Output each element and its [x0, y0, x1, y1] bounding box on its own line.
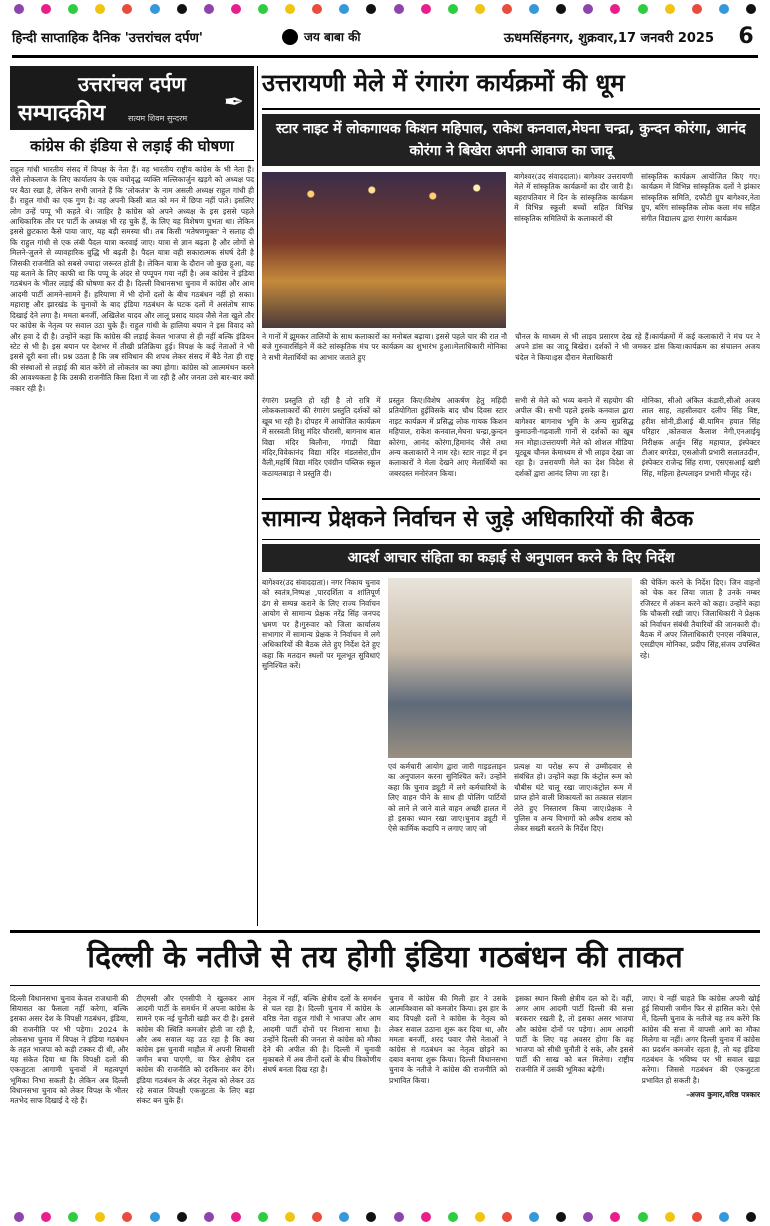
decorative-dot — [719, 1212, 729, 1222]
decorative-dot — [312, 4, 322, 14]
story2-headline: सामान्य प्रेक्षकने निर्वाचन से जुड़े अधिकारियों की बैठक — [262, 498, 760, 540]
decorative-dot — [638, 1212, 648, 1222]
decorative-dot — [41, 4, 51, 14]
column-divider — [257, 66, 258, 926]
decorative-dot — [610, 4, 620, 14]
decorative-dot — [231, 1212, 241, 1222]
decorative-dot — [556, 4, 566, 14]
story3-col2: टीएमसी और एनसीपी ने खुलकर आम आदमी पार्टी के समर्थन में अपना कांग्रेस के सामने एक नई चुनौती खड़ी कर दी है। इससे कांग्रेस की स्थिति कमजोर होती जा रही है, और अब सवाल यह उठ रहा है कि क्या कांग्रेस इस चुनावी माहौल में अपनी सियासी जमीन बचा पाएगी, या फिर क्षेत्रीय दल कांग्रेस की राजनीति को दरकिनार कर देंगे। इंडिया गठबंधन के अंदर नेतृत्व को लेकर उठ रहे सवाल विपक्षी एकजुटता के लिए बड़ा संकट बन चुके हैं। — [136, 994, 255, 1106]
decorative-dot — [41, 1212, 51, 1222]
decorative-dot — [312, 1212, 322, 1222]
decorative-dot — [529, 1212, 539, 1222]
story2-col3: प्रत्यक्ष या परोक्ष रूप से उम्मीदवार से संबंधित हो। उन्होंने कहा कि कंट्रोल रूम को चौबीस घंटे चालू रखा जाए।कंट्रोल रूम में प्राप्त होने वाली शिकायतों का तत्काल संज्ञान लेते हुए निस्तारण किया जाए।प्रेक्षक ने पुलिस व अन्य विभागों को अवैध शराब को लेकर सख्ती बरतने के निर्देश दिए। — [514, 762, 632, 834]
story1-col2: सांस्कृतिक कार्यक्रम आयोजित किए गए।कार्यक्रम में विभिन्न सांस्कृतिक दलों ने झंकार सांस्कृतिक समिति, दफौटी ग्रुप बागेश्वर,नेता ग्रुप, बरिंग सांस्कृतिक लोक कला मंच सहित संगीत विद्यालय द्वारा रंगारंग कार्यक्रम — [641, 172, 760, 223]
masthead-slogan-text: जय बाबा की — [304, 30, 361, 44]
editorial-motto: सत्यम शिवम सुन्दरम — [128, 114, 188, 123]
decorative-dot — [14, 1212, 24, 1222]
stage-performance-photo — [262, 172, 506, 328]
decorative-dot — [68, 4, 78, 14]
editorial-body: राहुल गांधी भारतीय संसद में विपक्ष के नेता हैं। वह भारतीय राष्ट्रीय कांग्रेस के भी नेता हैं। जैसे लोकलाज के लिए कार्यालय के एक वयोवृद्ध व्यक्ति मल्लिकार्जुन खड़गे को अध्यक्ष पद पर बैठा रखा है, लेकिन सभी जानते हैं कि ‘लोकतंत्र’ के नाम असली अध्यक्ष राहुल गांधी ही हैं। राहुल गांधी का एक गुण है। वह अपनी किसी बात को मन में छिपा नहीं पाते। इसलिए लोग उन्हें पप्पू भी कहते थे। जाहिर है कांग्रेस को अपने अध्यक्ष के इस इससे पहले आधिकारिक तौर पर पार्टी के अध्यक्ष भी रह चुके हैं, के लिए यह विशेषण चुभता था। लेकिन इससे छुटकारा कैसे पाया जाए, यह बड़ी समस्या थी। तब किसी 'मतेषणमुक्त' ने सलाह दी कि राहुल गांधी से एक लंबी पैदल यात्रा करवाई जाए। यात्रा से ज्ञान बढ़ता है और लोगों से मिलने-जुलने से व्यावहारिक बुद्धि भी बढ़ती है। पैदल यात्रा वही सकारात्मक संघर्ष देती है जिसकी राजनीति को सबसे ज्यादा जरूरत होती है। लेकिन यात्रा के दौरान जो कुछ हुआ, वह यह बताने के लिए काफी था कि पप्पू के अंदर से पप्पूपन गया नहीं है। अब कांग्रेस ने इंडिया गठबंधन के भीतर लड़ाई की घोषणा कर दी है। दिल्ली विधानसभा चुनाव में कांग्रेस और आम आदमी पार्टी आमने-सामने हैं। हरियाणा में भी दोनों दलों के बीच गठबंधन नहीं हो सका। महाराष्ट्र और झारखंड के चुनावों के बाद इंडिया गठबंधन के घटक दलों में असंतोष साफ दिखाई देने लगा है। ममता बनर्जी, अखिलेश यादव और लालू प्रसाद यादव जैसे नेता खुले तौर पर कांग्रेस के नेतृत्व पर सवाल उठा चुके हैं। राहुल गांधी के हालिया बयान ने इस विवाद को और हवा दे दी है। उन्होंने कहा कि कांग्रेस की लड़ाई केवल भाजपा से ही नहीं बल्कि इंडियन स्टेट से भी है। इस बयान पर देशभर में तीखी प्रतिक्रिया हुई। विपक्ष के कई नेताओं ने भी इससे दूरी बना ली। प्रश्न उठता है कि जब संविधान की शपथ लेकर संसद में बैठे नेता ही राष्ट्र की संस्थाओं से लड़ाई की बात करेंगे तो लोकतंत्र का क्या होगा। कांग्रेस को आत्ममंथन करने की आवश्यकता है कि उसकी राजनीति किस दिशा में जा रही है और जनता उसे बार-बार क्यों नकार रही है। — [10, 165, 254, 393]
decorative-dot — [421, 1212, 431, 1222]
decorative-dot — [394, 1212, 404, 1222]
decorative-dot — [339, 4, 349, 14]
decorative-dot — [258, 4, 268, 14]
editorial-paper-title: उत्तरांचल दर्पण — [78, 72, 186, 96]
decorative-dot-strip-top — [0, 2, 770, 16]
story1-col4b: मोनिका, सीओ अंकित कंडारी,सीओ अजय लाल साह, तहसीलदार दलीप सिंह बिष्ट, हरीश सोनी,डीआई बी.यामिन हयात सिंह परिहार ,कोतवाल कैलाश नेगी,एनआईयू निरीक्षक अर्जुन सिंह महायात, इंस्पेक्टर टीआर बगरेडा, एसओजी प्रभारी सलातउदीन, इंस्पेक्टर राजेन्द्र सिंह राणा, एसएसआई खष्टी सिंह, महिला हेल्पलाइन प्रभारी मौजूद रहे। — [641, 396, 760, 478]
story1-col3: ने गानों में झूमकर तालियों के साथ कलाकारों का मनोबल बढ़ाया। इससे पहले चार की रात नौ बजे गुरुवारसिंहने में कंटे सांस्कृतिक मंच पर कार्यक्रम का शुभारंभ हुआ।मेलाधिकारी मोनिका ने सभी मेलार्थियों का आभार जताते हुए — [262, 332, 507, 362]
story2-col2: एवं कर्मचारी आयोग द्वारा जारी गाइडलाइन का अनुपालन करना सुनिश्चित करें। उन्होंने कहा कि चुनाव ड्यूटी में लगे कर्मचारियों के लिए वाहन पीने के साथ ही पोलिंग पार्टियों को लाने ले जाने वाले वाहन अच्छी हालत में हो इसका ध्यान रखा जाए।चुनाव ड्यूटी में ऐसे कार्मिक कदापि न लगाए जाए जो — [388, 762, 506, 834]
decorative-dot — [665, 4, 675, 14]
decorative-dot — [556, 1212, 566, 1222]
editorial-banner — [10, 66, 254, 130]
masthead — [12, 18, 758, 58]
story2-subhead: आदर्श आचार संहिता का कड़ाई से अनुपालन करने के दिए निर्देश — [262, 544, 760, 572]
decorative-dot — [285, 1212, 295, 1222]
quill-pen-icon: ✒ — [223, 88, 244, 116]
decorative-dot — [231, 4, 241, 14]
story2-col1: बागेश्वर(उद संवाददाता)। नगर निकाय चुनाव को स्वतंत्र,निष्पक्ष ,पारदर्शिता व शांतिपूर्ण ढंग से सम्पन्न कराने के लिए राज्य निर्वाचन आयोग से सामान्य प्रेक्षक नरेंद्र सिंह जनपद भ्रमण पर है।गुरुवार को जिला कार्यालय सभागार में सामान्य प्रेक्षक ने निर्वाचन में लगे अधिकारियों की बैठक लेते हुए निर्देश देते हुए कहा कि मतदान स्थलों पर मूलभूत सुविधाएं सुनिश्चित करें। — [262, 578, 380, 671]
decorative-dot — [366, 1212, 376, 1222]
story-delhi-election — [10, 934, 760, 1206]
editorial-title: सम्पादकीय — [18, 100, 106, 126]
story3-col5: इसका स्थान किसी क्षेत्रीय दल को दें। वहीं, अगर आम आदमी पार्टी दिल्ली की सत्ता बरकरार रखती है, तो इसका असर भाजपा और कांग्रेस दोनों पर पड़ेगा। आम आदमी पार्टी के लिए यह अवसर होगा कि वह भाजपा को सीधी चुनौती दे सके, और इससे पार्टी की साख को बल मिलेगा। राष्ट्रीय राजनीति में उसकी भूमिका बढ़ेगी। — [515, 994, 634, 1075]
story1-col4: चौनल के माध्यम से भी लाइव प्रसारण देख रहे हैं।कार्यक्रमों में कई कलाकारों ने मंच पर ने अपने डांस का जादू बिखेरा। दर्शकों ने भी जमकर डांस किया।कार्यक्रम का संचालन अजय चंदेल ने किया।इस दौरान मेलाधिकारी — [515, 332, 760, 362]
decorative-dot-strip-bottom — [0, 1210, 770, 1224]
decorative-dot — [285, 4, 295, 14]
decorative-dot — [177, 1212, 187, 1222]
story-uttarayani-fair — [262, 66, 760, 528]
decorative-dot — [366, 4, 376, 14]
decorative-dot — [610, 1212, 620, 1222]
story2-col4: की चेकिंग करने के निर्देश दिए। जिन वाहनों को चेक कर लिया जाता है उनके नम्बर रजिस्टर में अंकन करने को कहा। उन्होंने कहा कि चौकसी रखी जाए। जिलाधिकारी ने प्रेक्षक को निर्वाचन संबंधी तैयारियों की जानकारी दी। बैठक में अपर जिलाधिकारी एनएस नबियाल, एसडीएम मोनिका, प्रदीप सिंह,संजय उपस्थित रहे। — [640, 578, 760, 660]
decorative-dot — [475, 4, 485, 14]
decorative-dot — [68, 1212, 78, 1222]
story3-col4: चुनाव में कांग्रेस की मिली हार ने उसके आत्मविश्वास को कमजोर किया। इस हार के बाद विपक्षी दलों ने कांग्रेस के नेतृत्व को लेकर सवाल उठाना शुरू कर दिया था, और ममता बनर्जी, शरद पवार जैसे नेताओं ने कांग्रेस से गठबंधन का नेतृत्व छोड़ने का दबाव बनाया शुरू किया। दिल्ली विधानसभा चुनाव के नतीजे ने कांग्रेस की राजनीति को प्रभावित किया। — [388, 994, 508, 1085]
decorative-dot — [204, 4, 214, 14]
decorative-dot — [122, 4, 132, 14]
meeting-hall-photo — [388, 578, 632, 758]
decorative-dot — [692, 1212, 702, 1222]
decorative-dot — [583, 1212, 593, 1222]
decorative-dot — [746, 1212, 756, 1222]
decorative-dot — [502, 4, 512, 14]
decorative-dot — [719, 4, 729, 14]
decorative-dot — [502, 1212, 512, 1222]
decorative-dot — [529, 4, 539, 14]
masthead-dateline: ऊधमसिंहनगर, शुक्रवार,17 जनवरी 2025 — [503, 30, 714, 46]
story3-col3: नेतृत्व में नहीं, बल्कि क्षेत्रीय दलों के समर्थन से चल रहा है। दिल्ली चुनाव में कांग्रेस के वरिष्ठ नेता राहुल गांधी ने भाजपा और आम आदमी पार्टी दोनों पर निशाना साधा है। उन्होंने दिल्ली की जनता से कांग्रेस को मौका देने की अपील की है। दिल्ली में चुनावी मुकाबले में अब तीनों दलों के बीच त्रिकोणीय संघर्ष बनता दिख रहा है। — [262, 994, 381, 1075]
decorative-dot — [14, 4, 24, 14]
decorative-dot — [448, 1212, 458, 1222]
story3-byline: -अजय कुमार,वरिष्ठ पत्रकार — [686, 1089, 760, 1099]
decorative-dot — [448, 4, 458, 14]
decorative-dot — [692, 4, 702, 14]
page-number: 6 — [738, 24, 754, 49]
story1-col1: बागेश्वर(उद संवाददाता)। बागेश्वर उत्तरायणी मेले में सांस्कृतिक कार्यक्रमों का दौर जारी है। बहरापतिवार में दिन के सांस्कृतिक कार्यक्रम में विभिन्न स्कूली बच्चों सहित विभिन्न सांस्कृतिक समितियों के कलाकारों की — [514, 172, 633, 223]
masthead-paper-name: हिन्दी साप्ताहिक दैनिक 'उत्तरांचल दर्पण' — [12, 30, 203, 46]
story3-col6-wrap — [642, 994, 760, 1206]
masthead-slogan — [282, 28, 462, 45]
story1-subhead: स्टार नाइट में लोकगायक किशन महिपाल, राकेश कनवाल,मेघना चन्द्रा, कुन्दन कोरंगा, आनंद कोरंगा ने बिखेरा अपनी आवाज का जादू — [262, 114, 760, 166]
story1-col2b: प्रस्तुत किए।विशेष आकर्षण हेतु महिदी प्रतियोगिता हुईविसके बाद चौथ दिवस स्टार नाइट कार्यक्रम में प्रसिद्ध लोक गायक किशन महिपाल, राकेश कनवाल,मेघना चन्द्रा,कुन्दन कोरंगा, आनंद कोरंगा,हिमानंद जैसे तथा अन्य कलाकारों ने नाम रहे। स्टार नाइट में इन कलाकारों ने मेला देखने आए मेलार्थियों का जबरदस्त मनोरंजन किया। — [388, 396, 507, 478]
decorative-dot — [638, 4, 648, 14]
decorative-dot — [421, 4, 431, 14]
story3-col1: दिल्ली विधानसभा चुनाव केवल राजधानी की सियासत का फैसला नहीं करेगा, बल्कि इसका असर देश के विपक्षी गठबंधन, इंडिया, की राजनीति पर भी पड़ेगा। 2024 के लोकसभा चुनाव में विपक्ष ने इंडिया गठबंधन के तहत भाजपा को कड़ी टक्कर दी थी, और यह संकेत दिया था कि विपक्षी दलों की एकजुटता आगामी चुनावों में महत्वपूर्ण भूमिका निभा सकती है। लेकिन अब दिल्ली विधानसभा चुनाव को लेकर विपक्ष के भीतर मतभेद साफ दिखाई दे रहे हैं। — [10, 994, 129, 1106]
decorative-dot — [746, 4, 756, 14]
decorative-dot — [339, 1212, 349, 1222]
decorative-dot — [258, 1212, 268, 1222]
decorative-dot — [95, 1212, 105, 1222]
decorative-dot — [583, 4, 593, 14]
decorative-dot — [150, 4, 160, 14]
decorative-dot — [95, 4, 105, 14]
om-logo-icon — [282, 29, 298, 45]
section-divider — [10, 930, 760, 933]
editorial-column — [10, 66, 254, 926]
story-observer-meeting — [262, 498, 760, 922]
decorative-dot — [204, 1212, 214, 1222]
decorative-dot — [150, 1212, 160, 1222]
decorative-dot — [394, 4, 404, 14]
decorative-dot — [475, 1212, 485, 1222]
story1-col3b: सभी से मेले को भव्य बनाने में सहयोग की अपील की। सभी पहले इसके कनवाल द्वारा बागेश्वर बागनाथ भूमि के अन्य सुप्रसिद्ध कुमाउनी-गढ़वाली गानों से दर्शकों का खूब मन मोहा।उत्तरायणी मेले को शोशल मीडिया यूट्यूब चौनल केमाध्यम से भी लाइव देखा जा रहा है। उत्तरायणी मेले का देश विदेश से दर्शकों द्वारा आनंद लिया जा रहा है। — [515, 396, 634, 478]
story3-col6: जाए। ये नहीं चाहते कि कांग्रेस अपनी खोई हुई सियासी जमीन फिर से हासिल करे। ऐसे में, दिल्ली चुनाव के नतीजे यह तय करेंगे कि कांग्रेस की सत्ता में वापसी आगे का मौका मिलेगा या नहीं। अगर दिल्ली चुनाव में कांग्रेस का प्रदर्शन कमजोर रहता है, तो यह इंडिया गठबंधन के भविष्य पर भी सवाल खड़ा करेगा। जिससे गठबंधन की एकजुटता प्रभावित हो सकती है। — [641, 994, 760, 1085]
story1-headline: उत्तरायणी मेले में रंगारंग कार्यक्रमों की धूम — [262, 66, 760, 110]
decorative-dot — [665, 1212, 675, 1222]
decorative-dot — [122, 1212, 132, 1222]
story1-col1b: रंगारंग प्रस्तुति हो रही है तो रात्रि में लोककलाकारों की रंगारंग प्रस्तुति दर्शकों को खूब भा रही है। दोपहर में आयोजित कार्यक्रम में सरस्वती शिशु मंदिर चौरासी, बागनाथ बाल विद्या मंदिर बिलौना, गंगाद्री विद्या मंदिर,विवेकानंद विद्या मंदिर मंडलसेरा,ग्रीन वैली,महर्षि विद्या मंदिर एवंग्रीन पब्लिक स्कूल कठायतबाड़ा ने प्रस्तुति दी। — [262, 396, 381, 478]
decorative-dot — [177, 4, 187, 14]
editorial-headline: कांग्रेस की इंडिया से लड़ाई की घोषणा — [10, 130, 254, 161]
story3-headline: दिल्ली के नतीजे से तय होगी इंडिया गठबंधन की ताकत — [10, 934, 760, 986]
